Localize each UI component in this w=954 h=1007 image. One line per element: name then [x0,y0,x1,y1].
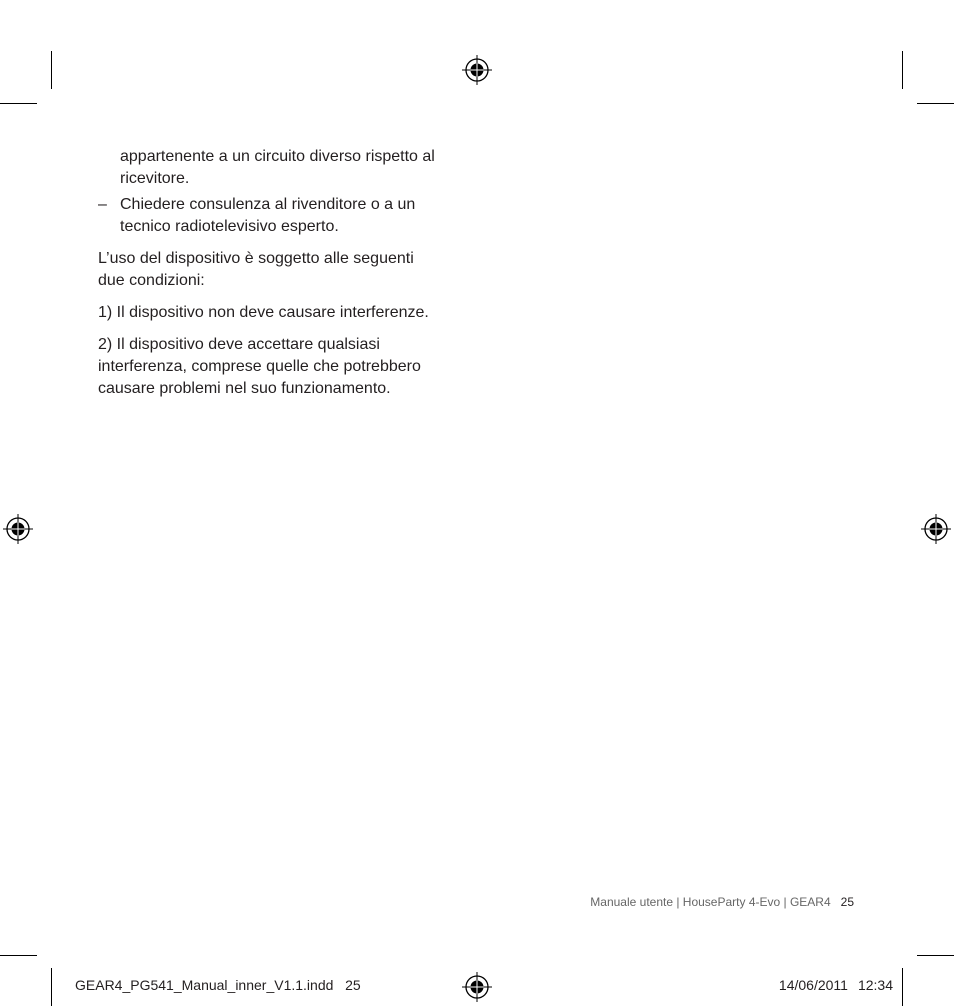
crop-mark-top-left-vertical [51,51,52,89]
text-line: appartenente a un circuito diverso rispetto al [120,148,435,165]
slug-file-name: GEAR4_PG541_Manual_inner_V1.1.indd 25 [75,977,361,993]
running-footer-text: Manuale utente | HouseParty 4-Evo | GEAR4 [590,895,831,909]
registration-mark-left-icon [3,514,33,544]
registration-mark-right-icon [921,514,951,544]
paragraph-condition-2 [98,334,468,400]
list-dash: – [98,196,107,213]
text-line: ricevitore. [120,170,190,187]
text-line: 1) Il dispositivo non deve causare interferenze. [98,304,429,321]
crop-mark-top-left-horizontal [0,103,37,104]
crop-mark-top-right-horizontal [917,103,954,104]
text-line: tecnico radiotelevisivo esperto. [120,218,339,235]
crop-mark-bottom-left-horizontal [0,955,37,956]
text-line: Chiedere consulenza al rivenditore o a un [120,196,416,213]
crop-mark-bottom-right-horizontal [917,955,954,956]
slug-time: 12:34 [857,977,893,993]
page-number: 25 [840,895,854,909]
text-line: causare problemi nel suo funzionamento. [98,380,391,397]
slug-date: 14/06/2011 [778,977,848,993]
crop-mark-top-right-vertical [902,51,903,89]
text-line: interferenza, comprese quelle che potrebbero [98,358,421,375]
text-line: L’uso del dispositivo è soggetto alle seguenti [98,250,414,267]
slug-date-time [779,977,893,993]
list-item-dealer-advice [98,194,468,238]
registration-mark-top-icon [462,55,492,85]
running-footer [590,895,854,909]
crop-mark-bottom-right-vertical [902,968,903,1006]
text-line: due condizioni: [98,272,205,289]
text-line: 2) Il dispositivo deve accettare qualsiasi [98,336,380,353]
paragraph-condition-1 [98,302,468,324]
crop-mark-bottom-left-vertical [51,968,52,1006]
registration-mark-bottom-icon [462,972,492,1002]
body-text-column [98,146,468,400]
continued-list-item [98,146,468,190]
paragraph-conditions-intro [98,248,468,292]
